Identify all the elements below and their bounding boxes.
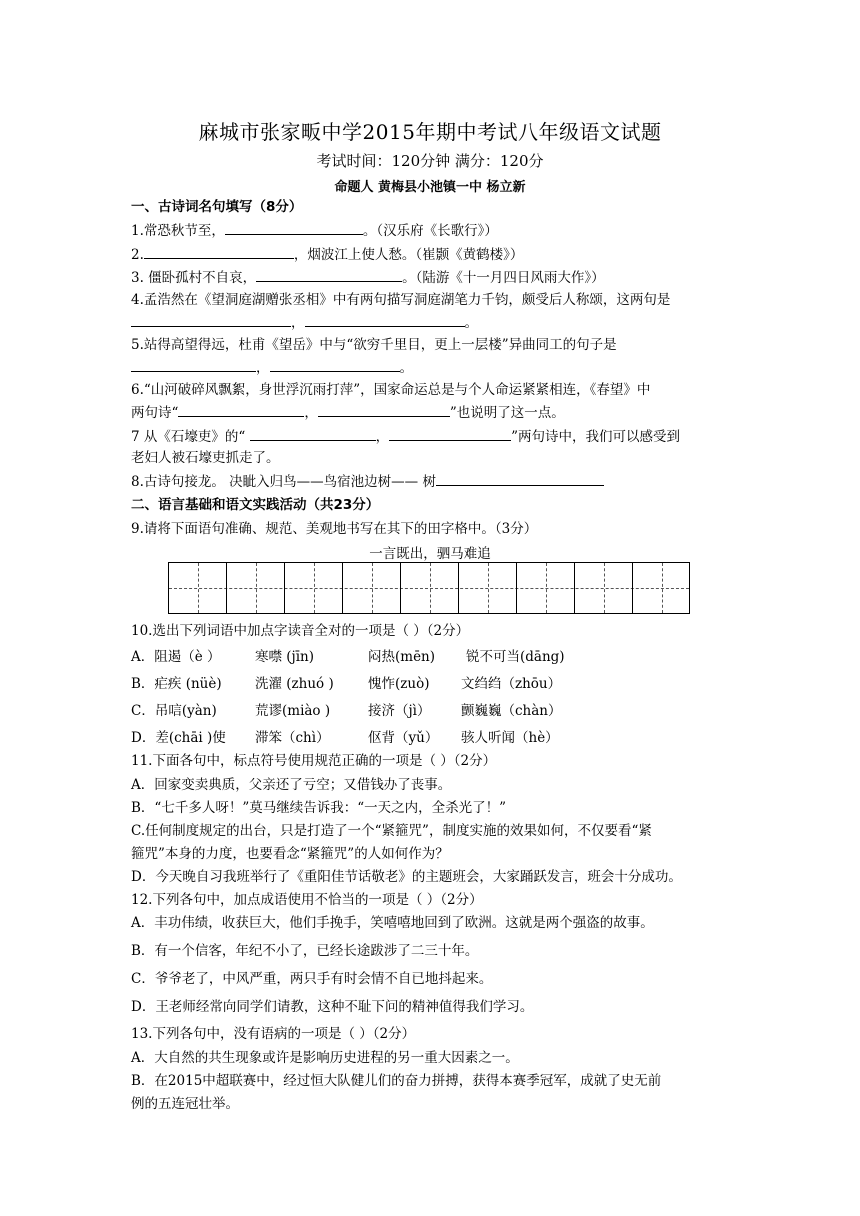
q10-option-c4: 颤巍巍（chàn）: [461, 703, 562, 719]
question-10: 10.选出下列词语中加点字读音全对的一项是（ ）（2分）: [131, 623, 470, 639]
question-2: 2. ，烟波江上使人愁。（崔颢《黄鹤楼》）: [131, 247, 524, 263]
answer-blank[interactable]: [131, 313, 291, 327]
answer-blank[interactable]: [178, 403, 304, 417]
q11-option-d: D．今天晚自习我班举行了《重阳佳节话敬老》的主题班会，大家踊跃发言，班会十分成功。: [131, 869, 682, 885]
q10-option-a2: 寒噤 (jīn): [255, 649, 315, 665]
answer-blank[interactable]: [270, 358, 400, 372]
q10-option-c2: 荒谬(miào ): [255, 703, 331, 719]
q11-option-a: A．回家变卖典质，父亲还了亏空；又借钱办了丧事。: [131, 777, 452, 793]
q10-option-d2: 滞笨（chì）: [255, 730, 330, 746]
section2-heading: 二、语言基础和语文实践活动（共23分）: [131, 497, 380, 513]
answer-blank[interactable]: [131, 358, 256, 372]
q10-option-c1: C．吊唁(yàn): [131, 703, 217, 719]
q9-phrase: 一言既出，驷马难追: [369, 546, 491, 562]
q10-option-b3: 愧怍(zuò): [368, 676, 430, 692]
q10-option-a1: A．阻遏（è ）: [131, 649, 221, 665]
answer-blank[interactable]: [225, 221, 363, 235]
q11-option-c: C.任何制度规定的出台，只是打造了一个“紧箍咒”，制度实施的效果如何，不仅要看“紧: [131, 823, 652, 839]
question-4: 4.孟浩然在《望洞庭湖赠张丞相》中有两句描写洞庭湖笔力千钧，颇受后人称颂，这两句是: [131, 292, 671, 308]
q13-option-b: B．在2015中超联赛中，经过恒大队健儿们的奋力拼搏，获得本赛季冠军，成就了史无前: [131, 1073, 662, 1089]
question-7: 7 从《石壕吏》的“ ， ”两句诗中，我们可以感受到: [131, 429, 680, 445]
answer-blank[interactable]: [389, 427, 511, 441]
author-line: 命题人 黄梅县小池镇一中 杨立新: [334, 180, 526, 195]
question-3: 3. 僵卧孤村不自哀， 。（陆游《十一月四日风雨大作》）: [131, 270, 605, 286]
answer-blank[interactable]: [305, 313, 465, 327]
q10-option-d3: 伛背（yǔ）: [368, 730, 439, 746]
q11-option-c-cont: 箍咒”本身的力度，也要看念“紧箍咒”的人如何作为？: [131, 846, 449, 862]
q13-option-a: A．大自然的共生现象或许是影响历史进程的另一重大因素之一。: [131, 1050, 519, 1066]
question-5-answer: ， 。: [131, 358, 731, 377]
q10-option-a3: 闷热(mēn): [368, 649, 436, 665]
question-8: 8.古诗句接龙。 决眦入归鸟——鸟宿池边树—— 树: [131, 472, 731, 491]
question-6-answer: 两句诗“ ， ”也说明了这一点。: [131, 405, 565, 421]
section1-heading: 一、古诗词名句填写（8分）: [131, 199, 303, 215]
question-1: 1.常恐秋节至， 。（汉乐府《长歌行》）: [131, 223, 498, 239]
q12-option-d: D．王老师经常向同学们请教，这种不耻下问的精神值得我们学习。: [131, 999, 534, 1015]
q13-option-b-cont: 例的五连冠壮举。: [131, 1096, 239, 1112]
q11-option-b: B．“七千多人呀！”莫马继续告诉我：“一天之内，全杀光了！”: [131, 800, 507, 816]
answer-blank[interactable]: [250, 427, 376, 441]
q10-option-d1: D．差(chāi )使: [131, 730, 226, 746]
q12-option-a: A．丰功伟绩，收获巨大，他们手挽手，笑嘻嘻地回到了欧洲。这就是两个强盗的故事。: [131, 915, 654, 931]
question-12: 12.下列各句中，加点成语使用不恰当的一项是（ ）（2分）: [131, 892, 483, 908]
q10-option-b2: 洗濯 (zhuó ): [255, 676, 334, 692]
q12-option-c: C．爷爷老了，中风严重，两只手有时会情不自已地抖起来。: [131, 971, 493, 987]
exam-info: 考试时间：120分钟 满分：120分: [316, 152, 544, 170]
answer-blank[interactable]: [318, 403, 450, 417]
question-13: 13.下列各句中，没有语病的一项是（ ）（2分）: [131, 1026, 416, 1042]
question-5: 5.站得高望得远，杜甫《望岳》中与“欲穷千里目，更上一层楼”异曲同工的句子是: [131, 337, 617, 353]
question-6: 6.“山河破碎风飘絮，身世浮沉雨打萍”，国家命运总是与个人命运紧紧相连，《春望》中: [131, 382, 651, 398]
tianzige-grid[interactable]: [168, 562, 690, 614]
page-title: 麻城市张家畈中学2015年期中考试八年级语文试题: [198, 120, 662, 144]
q10-option-c3: 接济（jì）: [368, 703, 431, 719]
answer-blank[interactable]: [256, 268, 402, 282]
q10-option-d4: 骇人听闻（hè）: [461, 730, 559, 746]
answer-blank[interactable]: [144, 245, 294, 259]
answer-blank[interactable]: [436, 472, 604, 486]
question-9: 9.请将下面语句准确、规范、美观地书写在其下的田字格中。（3分）: [131, 521, 538, 537]
q10-option-a4: 锐不可当(dāng): [466, 649, 565, 665]
question-11: 11.下面各句中，标点符号使用规范正确的一项是（ ）（2分）: [131, 753, 497, 769]
question-7-cont: 老妇人被石壕吏抓走了。: [131, 450, 280, 466]
q12-option-b: B．有一个信客，年纪不小了，已经长途跋涉了二三十年。: [131, 943, 479, 959]
q10-option-b4: 文绉绉（zhōu）: [461, 676, 562, 692]
question-4-answer: ， 。: [131, 313, 731, 332]
q10-option-b1: B．疟疾 (nüè): [131, 676, 222, 692]
